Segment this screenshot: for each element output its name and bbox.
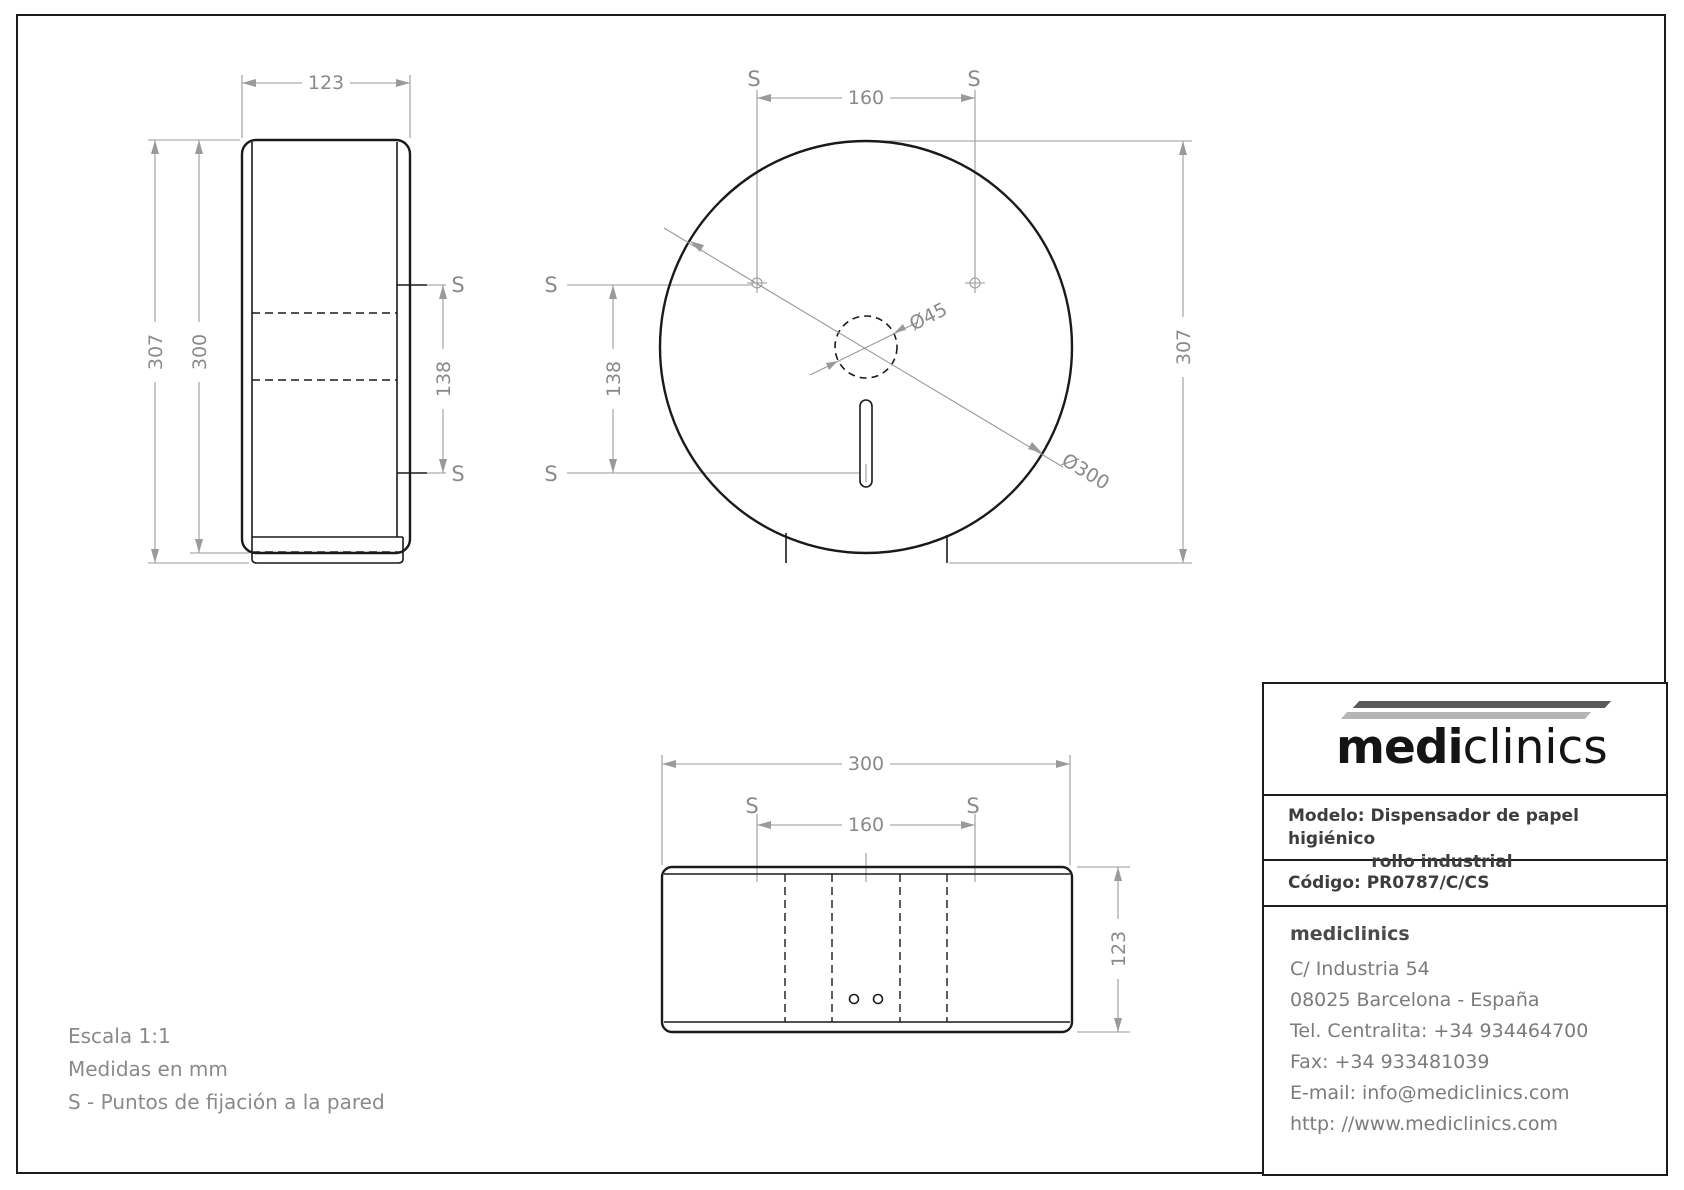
phone-line: Tel. Centralita: +34 934464700 (1290, 1020, 1589, 1042)
top-depth-dim: 123 (1108, 930, 1130, 968)
front-mounting-points (747, 273, 985, 293)
company-name: mediclinics (1290, 923, 1410, 945)
logo-bold-part: medi (1336, 720, 1463, 775)
side-total-height-dim: 307 (145, 333, 167, 371)
front-diameter-dim: Ø300 (1057, 449, 1114, 495)
top-view (662, 753, 1130, 1032)
logo-light-part: clinics (1462, 720, 1608, 775)
front-view (544, 67, 1195, 563)
logo-section (1264, 684, 1666, 796)
title-block (1262, 682, 1668, 1176)
top-screw-hole-left (850, 995, 859, 1004)
product-code: Código: PR0787/C/CS (1288, 873, 1490, 893)
side-view (144, 72, 465, 563)
address-city: 08025 Barcelona - España (1290, 989, 1540, 1011)
top-screw-hole-right (874, 995, 883, 1004)
top-fixing-right-label: S (966, 794, 980, 818)
top-dim-arrows (662, 760, 1122, 1032)
logo-bar-light-icon (1341, 712, 1591, 719)
model-line1: Modelo: Dispensador de papel higiénico (1288, 806, 1579, 849)
email-line: E-mail: info@mediclinics.com (1290, 1082, 1570, 1104)
fax-line: Fax: +34 933481039 (1290, 1051, 1490, 1073)
top-width-dim: 300 (847, 753, 885, 775)
front-diameter-leader (664, 228, 1063, 467)
model-line2: rollo industrial (1371, 851, 1513, 872)
top-fixing-dim: 160 (847, 814, 885, 836)
side-body-height-dim: 300 (189, 333, 211, 371)
drawing-notes (68, 1020, 385, 1119)
front-hole-dia-dim: Ø45 (906, 298, 951, 336)
note-fixing-legend: S - Puntos de fijación a la pared (68, 1090, 385, 1114)
side-body-outline (242, 140, 410, 553)
side-fixing-point-bottom-label: S (451, 462, 465, 486)
front-fixing-left-lower-label: S (544, 462, 558, 486)
front-fixing-h-dim: 160 (847, 87, 885, 109)
code-section (1264, 861, 1666, 907)
front-fixing-top-right-label: S (967, 67, 981, 91)
side-fixing-dim: 138 (433, 360, 455, 398)
side-dim-arrows (151, 79, 447, 563)
front-fixing-top-left-label: S (747, 67, 761, 91)
top-body-outline (662, 867, 1072, 1032)
logo-bars (1264, 684, 1666, 724)
front-fixing-left-upper-label: S (544, 273, 558, 297)
front-total-height-dim: 307 (1173, 328, 1195, 366)
model-section (1264, 796, 1666, 872)
logo-bar-dark-icon (1353, 701, 1611, 708)
website-line: http: //www.mediclinics.com (1290, 1113, 1558, 1135)
mediclinics-logo (1336, 720, 1608, 775)
address-street: C/ Industria 54 (1290, 958, 1430, 980)
note-units: Medidas en mm (68, 1057, 228, 1081)
top-fixing-left-label: S (745, 794, 759, 818)
side-tray-outline (252, 537, 403, 563)
note-scale: Escala 1:1 (68, 1024, 171, 1048)
front-fixing-v-dim: 138 (603, 360, 625, 398)
side-fixing-point-top-label: S (451, 273, 465, 297)
side-width-dim: 123 (307, 72, 345, 94)
address-section (1264, 907, 1666, 1140)
